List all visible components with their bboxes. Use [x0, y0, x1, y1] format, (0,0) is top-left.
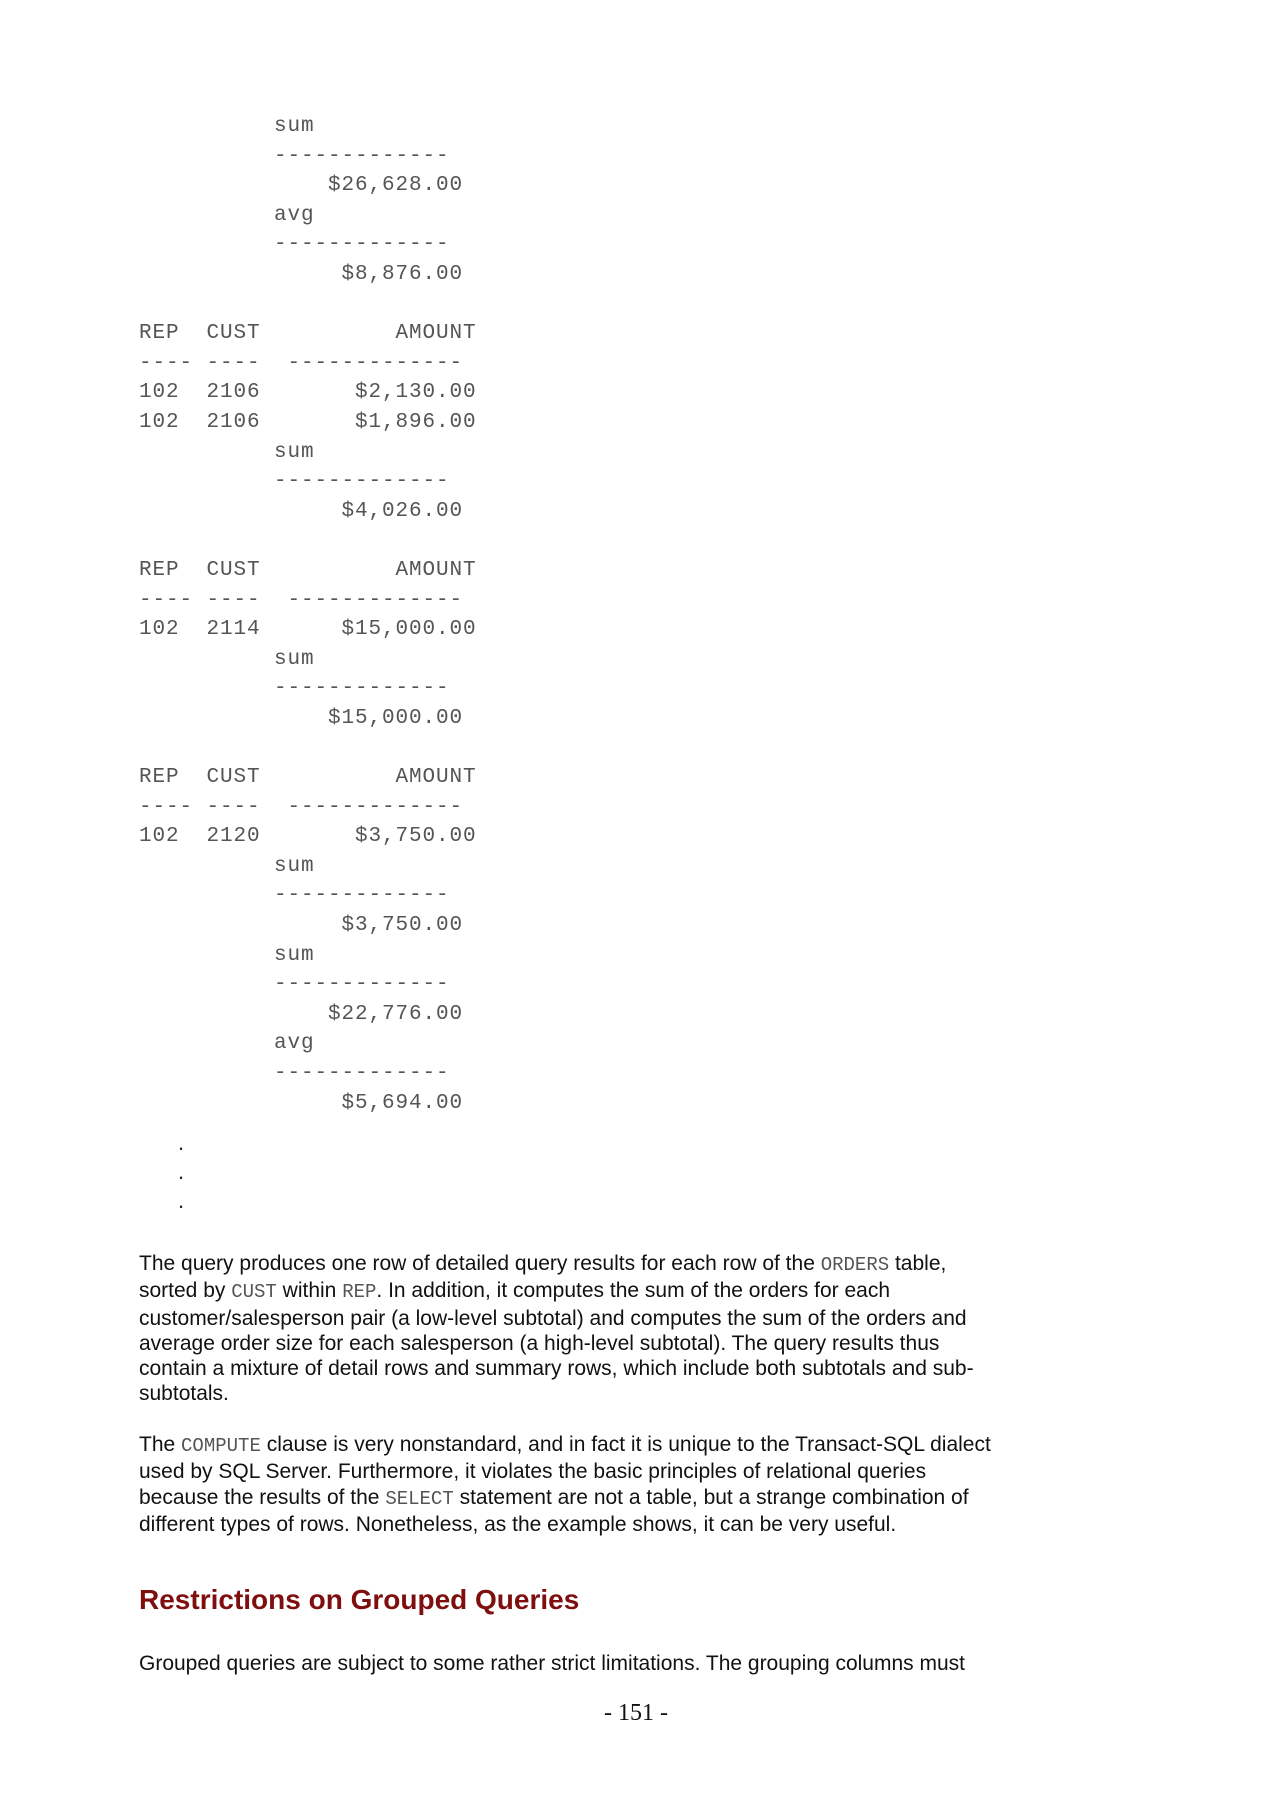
paragraph-text: within — [276, 1279, 343, 1303]
code-line: ------------- — [139, 973, 450, 997]
page-number: - 151 - — [604, 1700, 668, 1726]
code-line: $3,750.00 — [139, 914, 464, 938]
code-line: avg — [139, 1032, 315, 1056]
code-line: 102 2106 $1,896.00 — [139, 410, 477, 434]
paragraph-text: clause is very nonstandard, and in fact it is unique to the Transact-SQL dialect used by SQL Server. Furthermore, it violates the basic principles of relational queries because the results of the — [139, 1433, 991, 1509]
code-line: REP CUST AMOUNT — [139, 558, 477, 582]
section-heading: Restrictions on Grouped Queries — [139, 1584, 580, 1615]
paragraph-text: statement are not a table, but a strange combination of different types of rows. Nonetheless, as the example shows, it can be very useful. — [139, 1485, 969, 1536]
code-line — [139, 526, 477, 556]
body-paragraph-restrictions: Grouped queries are subject to some rather strict limitations. The grouping columns must — [139, 1652, 965, 1675]
code-line: $26,628.00 — [139, 174, 464, 198]
code-line: sum — [139, 440, 315, 464]
code-line — [139, 290, 477, 320]
code-line: $15,000.00 — [139, 706, 464, 730]
code-line: REP CUST AMOUNT — [139, 766, 477, 790]
code-line: ------------- — [139, 144, 450, 168]
paragraph-text: The query produces one row of detailed query results for each row of the — [139, 1252, 821, 1275]
ellipsis-dot: . — [178, 1188, 185, 1213]
code-line: 102 2120 $3,750.00 — [139, 825, 477, 849]
code-line: avg — [139, 203, 315, 227]
code-line: ------------- — [139, 884, 450, 908]
inline-code: ORDERS — [820, 1254, 890, 1276]
code-line: ------------- — [139, 1062, 450, 1085]
ellipsis-dot: . — [178, 1159, 185, 1184]
code-line: $4,026.00 — [139, 499, 464, 523]
code-line: ---- ---- ------------- — [139, 795, 464, 819]
code-line: sum — [139, 943, 315, 967]
code-line: ------------- — [139, 470, 450, 494]
inline-code: REP — [342, 1281, 377, 1304]
code-line: ---- ---- ------------- — [139, 588, 464, 612]
code-line — [139, 733, 477, 763]
code-line: 102 2114 $15,000.00 — [139, 618, 477, 642]
inline-code: COMPUTE — [181, 1435, 261, 1457]
code-line: ------------- — [139, 233, 450, 257]
body-paragraph-compute-clause — [139, 1432, 999, 1537]
ellipsis-dot: . — [178, 1130, 185, 1155]
paragraph-text: . In addition, it computes the sum of the orders for each customer/salesperson pair (a low-level subtotal) and computes the sum of the orders and average order size for each salesperson (a high-level subtotal). The query results thus contain a mixture of detail rows and summary rows, which include both subtotals and sub-subtotals. — [139, 1279, 974, 1406]
inline-code: CUST — [231, 1281, 277, 1304]
body-paragraph-query-description — [139, 1251, 999, 1407]
code-line: $5,694.00 — [139, 1091, 464, 1115]
query-results-listing — [139, 112, 477, 1118]
code-line: ------------- — [139, 677, 450, 701]
inline-code: SELECT — [385, 1487, 454, 1510]
code-line: ---- ---- ------------- — [139, 351, 464, 375]
code-line: $8,876.00 — [139, 262, 464, 286]
code-line: $22,776.00 — [139, 1002, 464, 1026]
code-line: 102 2106 $2,130.00 — [139, 381, 477, 405]
code-line: sum — [139, 647, 315, 671]
paragraph-text: table, sorted by — [139, 1252, 947, 1303]
ellipsis-dots — [178, 1128, 184, 1215]
paragraph-text: The — [139, 1433, 182, 1456]
code-line: sum — [139, 115, 315, 138]
code-line: REP CUST AMOUNT — [139, 322, 477, 346]
code-line: sum — [139, 854, 315, 878]
